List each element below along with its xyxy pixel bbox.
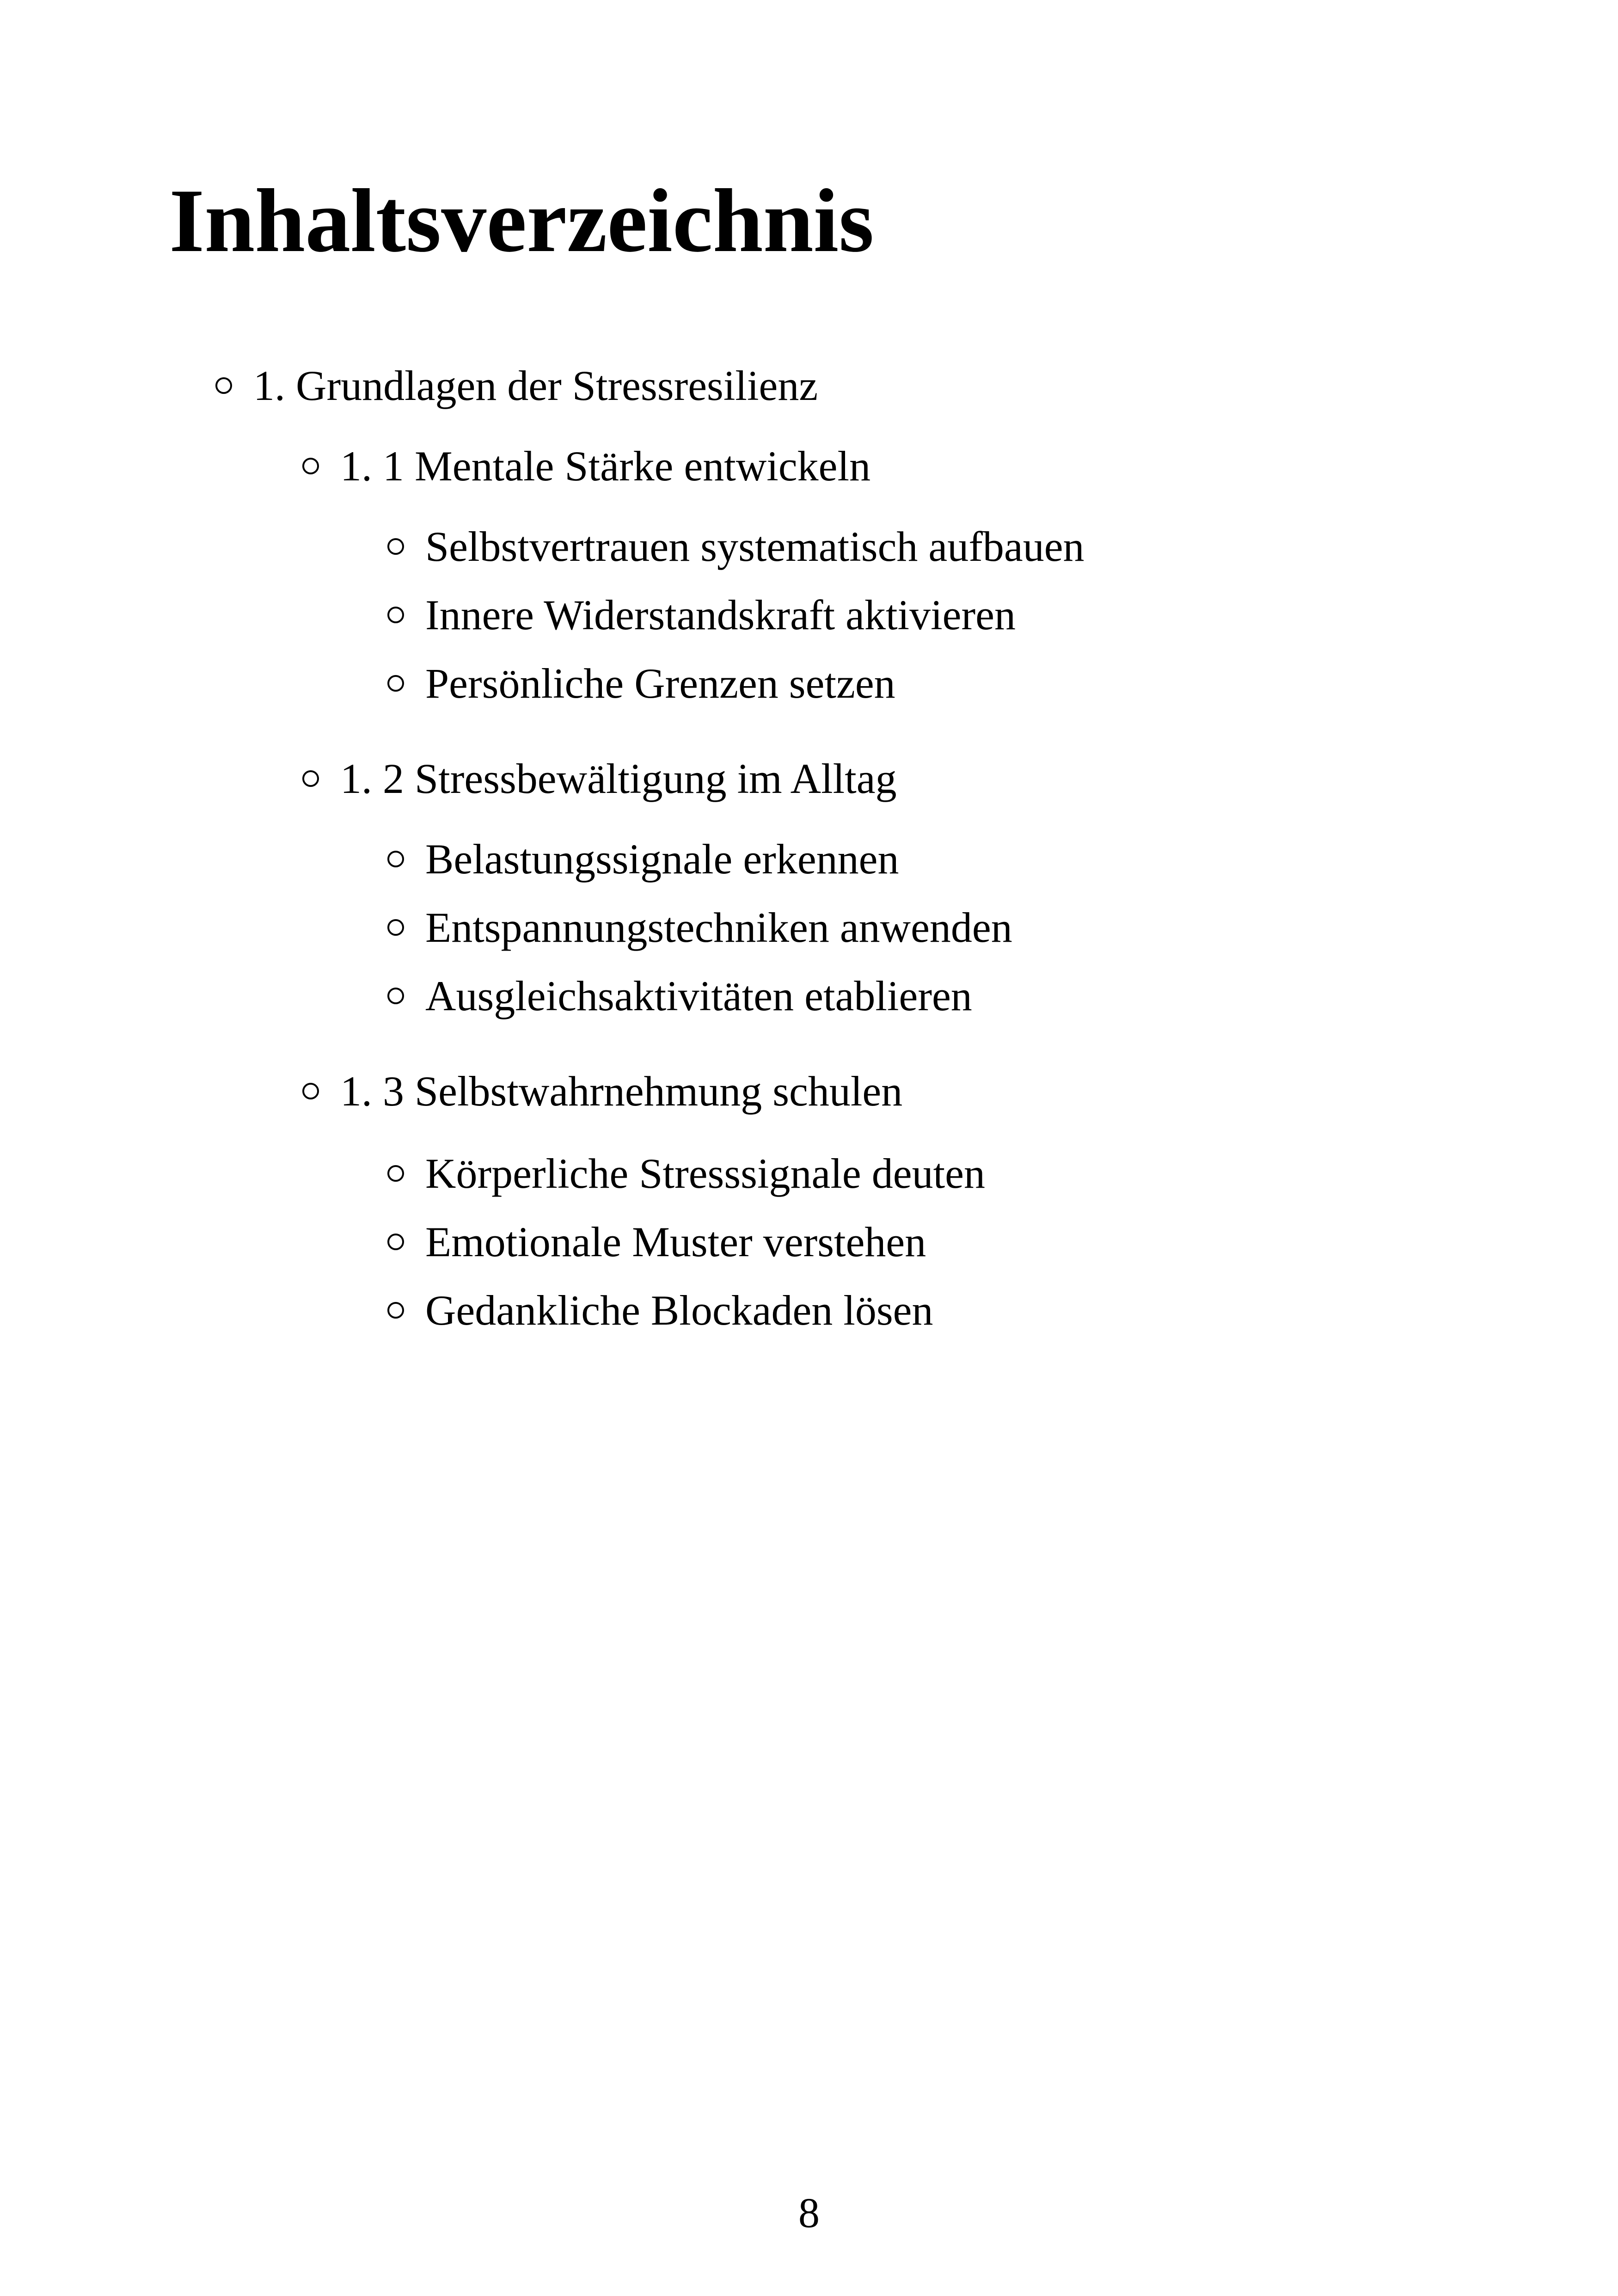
toc-item[interactable] [387, 835, 899, 883]
circle-bullet-icon [387, 675, 404, 692]
toc-section[interactable] [302, 442, 871, 490]
toc-item-label: Selbstvertrauen systematisch aufbauen [425, 523, 1085, 570]
toc-item[interactable] [387, 525, 1085, 568]
circle-bullet-icon [215, 377, 232, 394]
circle-bullet-icon [387, 538, 404, 555]
toc-section[interactable] [302, 1068, 903, 1115]
toc-item-label: Körperliche Stresssignale deuten [425, 1150, 985, 1197]
toc-item-label: Gedankliche Blockaden lösen [425, 1287, 933, 1334]
circle-bullet-icon [387, 988, 404, 1004]
toc-item-label: Ausgleichsaktivitäten etablieren [425, 972, 972, 1019]
toc-section[interactable] [302, 757, 897, 800]
circle-bullet-icon [387, 1165, 404, 1182]
toc-item[interactable] [387, 972, 972, 1019]
page-title: Inhaltsverzeichnis [169, 171, 874, 271]
toc-item[interactable] [387, 1152, 985, 1195]
toc-item[interactable] [387, 1289, 933, 1332]
circle-bullet-icon [302, 770, 319, 787]
page-number: 8 [798, 2189, 820, 2236]
toc-section-label: 1. 3 Selbstwahrnehmung schulen [340, 1068, 903, 1115]
toc-section-label: 1. 1 Mentale Stärke entwickeln [340, 442, 871, 490]
toc-item[interactable] [387, 1218, 926, 1265]
toc-item-label: Entspannungstechniken anwenden [425, 904, 1012, 951]
toc-chapter[interactable] [215, 364, 818, 407]
toc-item[interactable] [387, 906, 1012, 949]
toc-item[interactable] [387, 662, 895, 705]
toc-item-label: Belastungssignale erkennen [425, 835, 899, 883]
circle-bullet-icon [302, 1083, 319, 1099]
toc-item-label: Emotionale Muster verstehen [425, 1218, 926, 1265]
toc-item[interactable] [387, 591, 1016, 638]
circle-bullet-icon [387, 607, 404, 623]
circle-bullet-icon [302, 458, 319, 474]
circle-bullet-icon [387, 1302, 404, 1319]
circle-bullet-icon [387, 851, 404, 867]
circle-bullet-icon [387, 919, 404, 936]
toc-chapter-label: 1. Grundlagen der Stressresilienz [253, 362, 818, 409]
toc-item-label: Persönliche Grenzen setzen [425, 660, 895, 707]
toc-item-label: Innere Widerstandskraft aktivieren [425, 591, 1016, 638]
toc-section-label: 1. 2 Stressbewältigung im Alltag [340, 755, 897, 802]
circle-bullet-icon [387, 1234, 404, 1250]
